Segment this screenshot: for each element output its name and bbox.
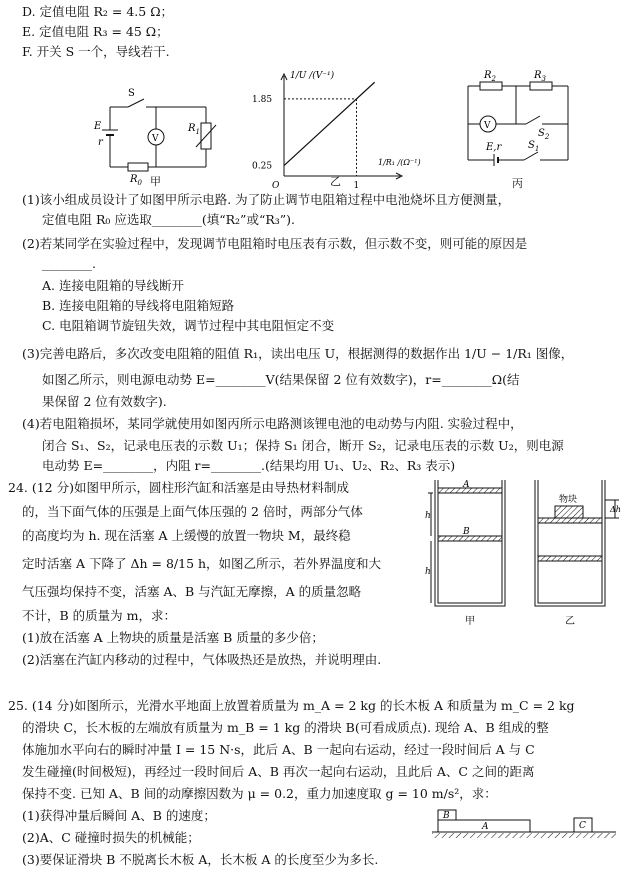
label-r: r <box>98 137 103 148</box>
label-r2: $R_2$ <box>484 70 496 83</box>
q25-line-4: 发生碰撞(时间极短)，再经过一段时间后 A、B 再次一起向右运动，且此后 A、C 之间的距离 <box>22 764 535 779</box>
data-line <box>284 82 375 165</box>
q25-line-2: 的滑块 C，长木板的左端放有质量为 m_B = 1 kg 的滑块 B(可看成质点). 现给 A、B 组成的整 <box>22 720 549 735</box>
label-r1: $R_1$ <box>188 123 200 136</box>
caption-yi: 乙 <box>330 175 341 188</box>
label-c: C <box>579 821 586 831</box>
graph-yi <box>250 64 421 192</box>
y-tick-1.85: 1.85 <box>252 94 273 105</box>
q24-line-3: 的高度均为 h. 现在活塞 A 上缓慢的放置一物块 M，最终稳 <box>22 528 351 543</box>
origin-label: O <box>272 181 280 191</box>
y-axis-label: 1/U /(V⁻¹) <box>290 71 335 81</box>
q23-line-13: 电动势 E=________，内阻 r=________.(结果均用 U₁、U₂、R₂、R₃ 表示) <box>42 458 456 473</box>
option-d: D. 定值电阻 R₂ = 4.5 Ω； <box>22 4 174 19</box>
q24-line-6: 不计，B 的质量为 m，求： <box>22 608 176 623</box>
q25-line-5: 保持不变. 已知 A、B 间的动摩擦因数为 μ = 0.2，重力加速度取 g = 10 m/s²，求： <box>22 786 497 801</box>
q25-line-8: (3)要保证滑块 B 不脱离长木板 A，长木板 A 的长度至少为多长. <box>22 852 379 867</box>
label-s: S <box>128 88 135 99</box>
caption-jia: 甲 <box>150 175 161 188</box>
option-e: E. 定值电阻 R₃ = 45 Ω； <box>22 24 169 39</box>
label-r3: $R_3$ <box>534 70 546 83</box>
q23-line-1: (1)该小组成员设计了如图甲所示电路. 为了防止调节电阻箱过程中电池烧坏且方便测量， <box>22 192 511 207</box>
q24-line-1: 24. (12 分)如图甲所示，圆柱形汽缸和活塞是由导热材料制成 <box>8 480 349 495</box>
q23-line-11: (4)若电阻箱损坏，某同学就使用如图丙所示电路测该锂电池的电动势与内阻. 实验过程中， <box>22 416 523 431</box>
q24-line-4: 定时活塞 A 下降了 Δh = 8/15 h，如图乙所示，若外界温度和大 <box>22 556 382 571</box>
caption-yi-2: 乙 <box>565 616 575 627</box>
label-dh: Δh <box>610 505 621 514</box>
q23-line-12: 闭合 S₁、S₂，记录电压表的示数 U₁；保持 S₁ 闭合，断开 S₂，记录电压表的示数 U₂，则电源 <box>42 438 564 453</box>
q23-line-10: 果保留 2 位有效数字). <box>42 394 167 409</box>
label-s1: $S_1$ <box>528 140 540 153</box>
label-block: 物块 <box>559 495 578 505</box>
caption-bing: 丙 <box>512 177 523 190</box>
label-r0: $R_0$ <box>130 174 142 187</box>
label-a: A <box>482 822 489 832</box>
x-axis-label: 1/R₁ /(Ω⁻¹) <box>378 158 421 167</box>
q24-line-5: 气压强均保持不变，活塞 A、B 与汽缸无摩擦，A 的质量忽略 <box>22 584 362 599</box>
label-h-top: h <box>425 511 431 521</box>
label-h-bottom: h <box>425 567 431 577</box>
caption-jia-2: 甲 <box>465 616 475 627</box>
label-b: B <box>443 811 450 821</box>
q24-line-7: (1)放在活塞 A 上物块的质量是活塞 B 质量的多少倍； <box>22 630 324 645</box>
q23-line-8: (3)完善电路后，多次改变电阻箱的阻值 R₁，读出电压 U，根据测得的数据作出 1/U − 1/R₁ 图像， <box>22 346 574 361</box>
label-a: A <box>463 480 470 490</box>
label-e: E <box>94 121 102 132</box>
circuit-bing <box>460 66 580 181</box>
label-b: B <box>463 527 470 537</box>
q25-line-1: 25. (14 分)如图所示，光滑水平地面上放置着质量为 m_A = 2 kg 的长木板 A 和质量为 m_C = 2 kg <box>8 698 575 713</box>
label-s2: $S_2$ <box>538 128 550 141</box>
q23-line-9: 如图乙所示，则电源电动势 E=________V(结果保留 2 位有效数字)，r=________Ω(结 <box>42 372 520 387</box>
q24-line-8: (2)活塞在汽缸内移动的过程中，气体吸热还是放热，并说明理由. <box>22 652 382 667</box>
q25-line-3: 体施加水平向右的瞬时冲量 I = 15 N·s，此后 A、B 一起向右运动，经过一段时间后 A 与 C <box>22 742 535 757</box>
x-tick-1: 1 <box>353 181 360 191</box>
label-er: E,r <box>486 142 502 153</box>
q23-option-a: A. 连接电阻箱的导线断开 <box>42 278 184 293</box>
option-f: F. 开关 S 一个，导线若干. <box>22 44 170 59</box>
q23-line-4: ________. <box>42 256 96 271</box>
q24-line-2: 的，当下面气体的压强是上面气体压强的 2 倍时，两部分气体 <box>22 504 363 519</box>
y-tick-0.25: 0.25 <box>252 161 273 172</box>
q25-line-7: (2)A、C 碰撞时损失的机械能； <box>22 830 200 845</box>
q23-line-3: (2)若某同学在实验过程中，发现调节电阻箱时电压表有示数，但示数不变，则可能的原因是 <box>22 236 528 251</box>
q23-option-c: C. 电阻箱调节旋钮失效，调节过程中其电阻恒定不变 <box>42 318 335 333</box>
q25-line-6: (1)获得冲量后瞬间 A、B 的速度； <box>22 808 216 823</box>
board-figure <box>430 800 620 845</box>
q23-line-2: 定值电阻 R₀ 应选取________(填“R₂”或“R₃”). <box>42 212 296 227</box>
label-v: V <box>484 121 491 131</box>
q23-option-b: B. 连接电阻箱的导线将电阻箱短路 <box>42 298 235 313</box>
label-v: V <box>152 134 159 144</box>
cylinder-figure <box>425 478 630 628</box>
